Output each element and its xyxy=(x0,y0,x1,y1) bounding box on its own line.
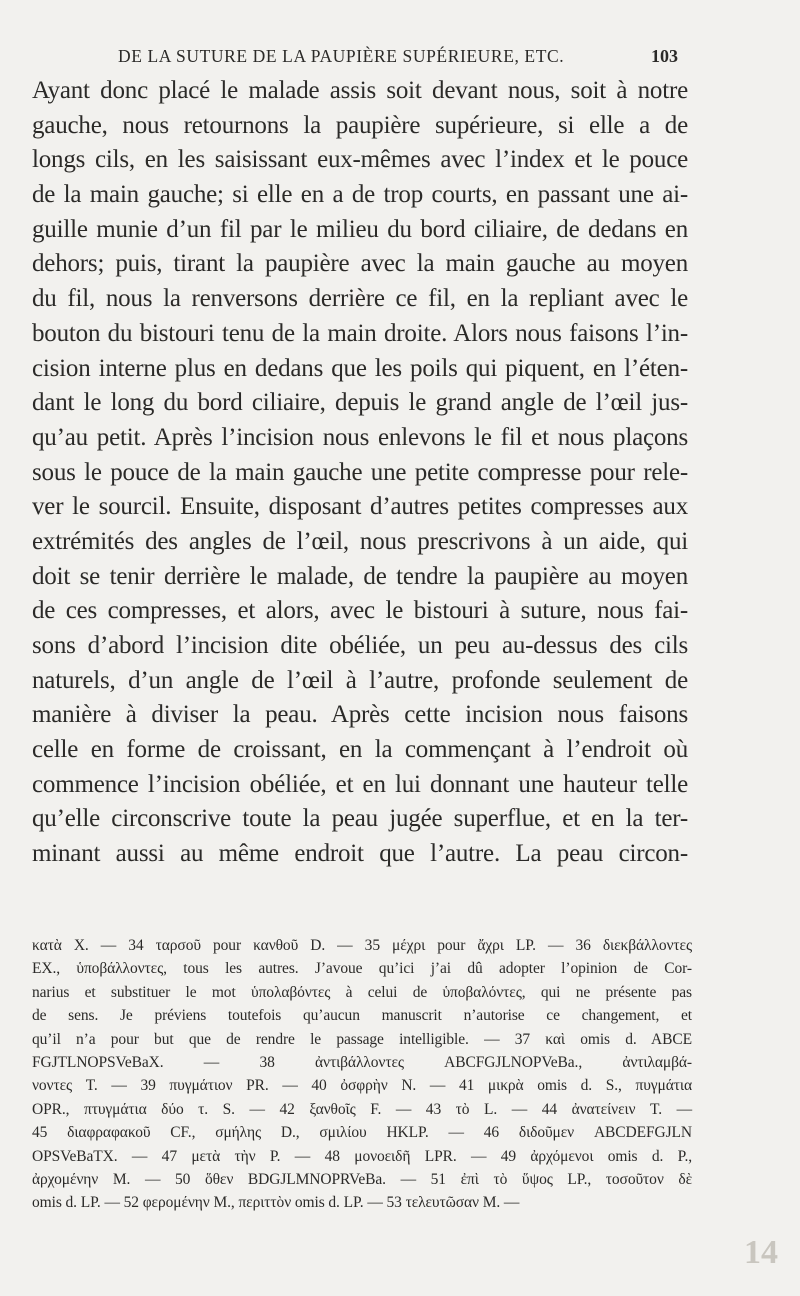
footnote-line: FGJTLNOPSVeBaX. — 38 ἀντιβάλλοντες ABCFGJLNOPVeBa., ἀντιλαμβά- xyxy=(32,1053,692,1071)
page-header xyxy=(0,46,800,76)
text-line: longs cils, en les saisissant eux-mêmes avec l’index et le pouce xyxy=(32,146,688,174)
footnote-line: de sens. Je préviens toutefois qu’aucun manuscrit n’autorise ce changement, et xyxy=(32,1007,692,1025)
footnotes xyxy=(32,934,692,1215)
text-line: extrémités des angles de l’œil, nous prescrivons à un aide, qui xyxy=(32,527,688,555)
text-line: doit se tenir derrière le malade, de tendre la paupière au moyen xyxy=(32,562,688,590)
text-line: sous le pouce de la main gauche une petite compresse pour rele- xyxy=(32,458,688,486)
text-line: gauche, nous retournons la paupière supérieure, si elle a de xyxy=(32,111,688,139)
text-line: du fil, nous la renversons derrière ce fil, en la repliant avec le xyxy=(32,285,688,313)
footnote-line: νοντες T. — 39 πυγμάτιον PR. — 40 ὀσφρὴν N. — 41 μικρὰ omis d. S., πυγμάτια xyxy=(32,1077,692,1095)
text-line: commence l’incision obéliée, et en lui donnant une hauteur telle xyxy=(32,770,688,798)
footnote-line: qu’il n’a pour but que de rendre le passage intelligible. — 37 καὶ omis d. ABCE xyxy=(32,1030,692,1048)
main-text xyxy=(32,74,688,872)
text-line: manière à diviser la peau. Après cette incision nous faisons xyxy=(32,701,688,729)
text-line: qu’au petit. Après l’incision nous enlevons le fil et nous plaçons xyxy=(32,423,688,451)
text-line: dehors; puis, tirant la paupière avec la main gauche au moyen xyxy=(32,250,688,278)
text-line: dant le long du bord ciliaire, depuis le grand angle de l’œil jus- xyxy=(32,389,688,417)
text-line: de ces compresses, et alors, avec le bistouri à suture, nous fai- xyxy=(32,597,688,625)
text-line: qu’elle circonscrive toute la peau jugée superflue, et en la ter- xyxy=(32,805,688,833)
text-line: naturels, d’un angle de l’œil à l’autre, profonde seulement de xyxy=(32,666,688,694)
text-line: celle en forme de croissant, en la commençant à l’endroit où xyxy=(32,736,688,764)
text-line: guille munie d’un fil par le milieu du bord ciliaire, de dedans en xyxy=(32,215,688,243)
footnote-line: EX., ὑποβάλλοντες, tous les autres. J’avoue qu’ici j’ai dû adopter l’opinion de Cor- xyxy=(32,960,692,978)
text-line: cision interne plus en dedans que les poils qui piquent, en l’éten- xyxy=(32,354,688,382)
footnote-line: OPR., πτυγμάτια δύο τ. S. — 42 ξανθοῖς F. — 43 τὸ L. — 44 ἀνατείνειν T. — xyxy=(32,1100,692,1118)
footnote-line: OPSVeBaTX. — 47 μετὰ τὴν P. — 48 μονοειδῆ LPR. — 49 ἀρχόμενοι omis d. P., xyxy=(32,1147,692,1165)
signature-mark: 14 xyxy=(744,1234,778,1271)
text-line: bouton du bistouri tenu de la main droite. Alors nous faisons l’in- xyxy=(32,319,688,347)
running-head: DE LA SUTURE DE LA PAUPIÈRE SUPÉRIEURE, ETC. xyxy=(118,46,565,66)
page-number: 103 xyxy=(651,46,678,66)
text-line: Ayant donc placé le malade assis soit devant nous, soit à notre xyxy=(32,77,688,104)
footnote-line: 45 διαφραφακοῦ CF., σμήλης D., σμιλίου HKLP. — 46 διδοῦμεν ABCDEFGJLN xyxy=(32,1124,692,1142)
text-line: minant aussi au même endroit que l’autre. La peau circon- xyxy=(32,840,688,868)
footnote-line: omis d. LP. — 52 φερομένην M., περιττὸν omis d. LP. — 53 τελευτῶσαν M. — xyxy=(32,1194,520,1212)
footnote-line: narius et substituer le mot ὑπολαβόντες à celui de ὑποβαλόντες, qui ne présente pas xyxy=(32,983,692,1001)
text-line: sons d’abord l’incision dite obéliée, un peu au-dessus des cils xyxy=(32,632,688,659)
footnote-line: ἀρχομένην M. — 50 ὅθεν BDGJLMNOPRVeBa. — 51 ἐπὶ τὸ ὕψος LP., τοσοῦτον δὲ xyxy=(32,1170,692,1188)
text-line: de la main gauche; si elle en a de trop courts, en passant une ai- xyxy=(32,181,688,209)
text-line: ver le sourcil. Ensuite, disposant d’autres petites compresses aux xyxy=(32,493,688,521)
footnote-line: κατὰ X. — 34 ταρσοῦ pour κανθοῦ D. — 35 μέχρι pour ἄχρι LP. — 36 διεκβάλλοντες xyxy=(32,937,692,954)
